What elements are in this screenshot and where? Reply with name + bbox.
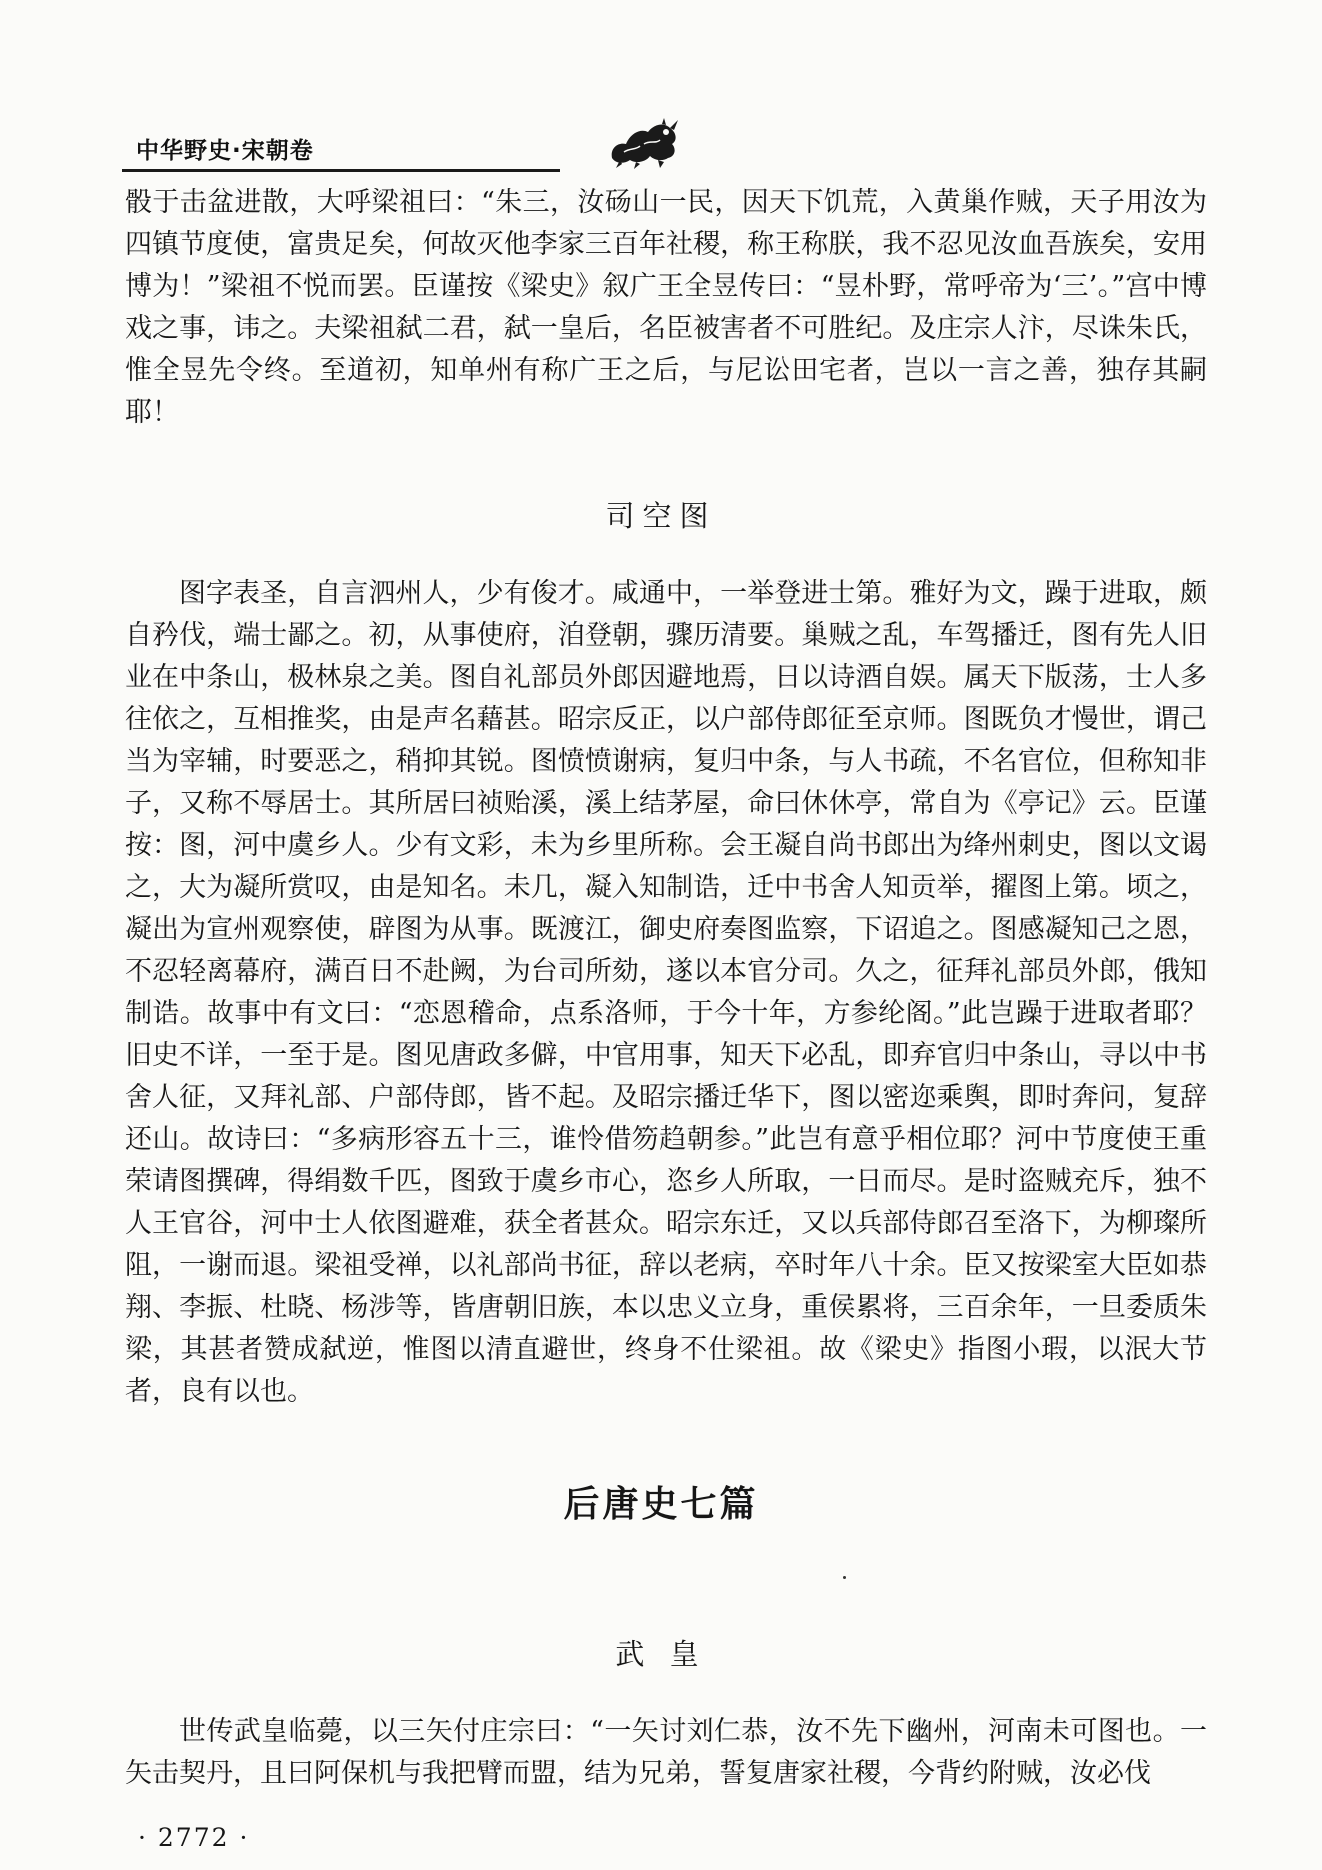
top-paragraph	[125, 182, 1207, 434]
section-title-wuhuang: 武 皇	[615, 1637, 707, 1671]
section-title-sikongtu: 司空图	[605, 499, 717, 533]
scan-speck	[843, 1576, 846, 1579]
header-rule	[122, 169, 560, 172]
wuhuang-paragraph-text: 世传武皇临薨，以三矢付庄宗曰：“一矢讨刘仁恭，汝不先下幽州，河南未可图也。一矢击契丹，且曰阿保机与我把臂而盟，结为兄弟，誓复唐家社稷，今背约附贼，汝必伐	[125, 1716, 1207, 1789]
sikongtu-paragraph-text: 图字表圣，自言泗州人，少有俊才。咸通中，一举登进士第。雅好为文，躁于进取，颇自矜伐，端士鄙之。初，从事使府，洎登朝，骤历清要。巢贼之乱，车驾播迁，图有先人旧业在中条山，极林泉之美。图自礼部员外郎因避地焉，日以诗酒自娱。属天下版荡，士人多往依之，互相推奖，由是声名藉甚。昭宗反正，以户部侍郎征至京师。图既负才慢世，谓己当为宰辅，时要恶之，稍抑其锐。图愤愤谢病，复归中条，与人书疏，不名官位，但称知非子，又称不辱居士。其所居曰祯贻溪，溪上结茅屋，命曰休休亭，常自为《亭记》云。臣谨按：图，河中虞乡人。少有文彩，未为乡里所称。会王凝自尚书郎出为绛州刺史，图以文谒之，大为凝所赏叹，由是知名。未几，凝入知制诰，迁中书舍人知贡举，擢图上第。顷之，凝出为宣州观察使，辟图为从事。既渡江，御史府奏图监察，下诏追之。图感凝知己之恩，不忍轻离幕府，满百日不赴阙，为台司所劾，遂以本官分司。久之，征拜礼部员外郎，俄知制诰。故事中有文曰：“恋恩稽命，点系洛师，于今十年，方参纶阁。”此岂躁于进取者耶？旧史不详，一至于是。图见唐政多僻，中官用事，知天下必乱，即弃官归中条山，寻以中书舍人征，又拜礼部、户部侍郎，皆不起。及昭宗播迁华下，图以密迩乘舆，即时奔问，复辞还山。故诗曰：“多病形容五十三，谁怜借笏趋朝参。”此岂有意乎相位耶？河中节度使王重荣请图撰碑，得绢数千匹，图致于虞乡市心，恣乡人所取，一日而尽。是时盗贼充斥，独不人王官谷，河中士人依图避难，获全者甚众。昭宗东迁，又以兵部侍郎召至洛下，为柳璨所阻，一谢而退。梁祖受禅，以礼部尚书征，辞以老病，卒时年八十余。臣又按梁室大臣如恭翔、李振、杜晓、杨涉等，皆唐朝旧族，本以忠义立身，重侯累将，三百余年，一旦委质朱梁，其甚者赞成弑逆，惟图以清直避世，终身不仕梁祖。故《梁史》指图小瑕，以泯大节者，良有以也。	[125, 578, 1207, 1407]
book-title: 中华野史·宋朝卷	[136, 138, 314, 164]
sikongtu-paragraph	[125, 573, 1207, 1413]
wuhuang-paragraph	[125, 1711, 1207, 1795]
dragon-emblem-icon	[606, 118, 682, 170]
top-paragraph-text: 骰于击盆进散，大呼梁祖曰：“朱三，汝砀山一民，因天下饥荒，入黄巢作贼，天子用汝为四镇节度使，富贵足矣，何故灭他李家三百年社稷，称王称朕，我不忍见汝血吾族矣，安用博为！”梁祖不悦而罢。臣谨按《梁史》叙广王全昱传曰：“昱朴野，常呼帝为‘三’。”宫中博戏之事，讳之。夫梁祖弑二君，弑一皇后，名臣被害者不可胜纪。及庄宗人汴，尽诛朱氏，惟全昱先令终。至道初，知单州有称广王之后，与尼讼田宅者，岂以一言之善，独存其嗣耶！	[125, 187, 1207, 428]
part-title: 后唐史七篇	[563, 1484, 759, 1525]
running-header	[136, 122, 1126, 166]
page-number: · 2772 ·	[138, 1823, 250, 1852]
